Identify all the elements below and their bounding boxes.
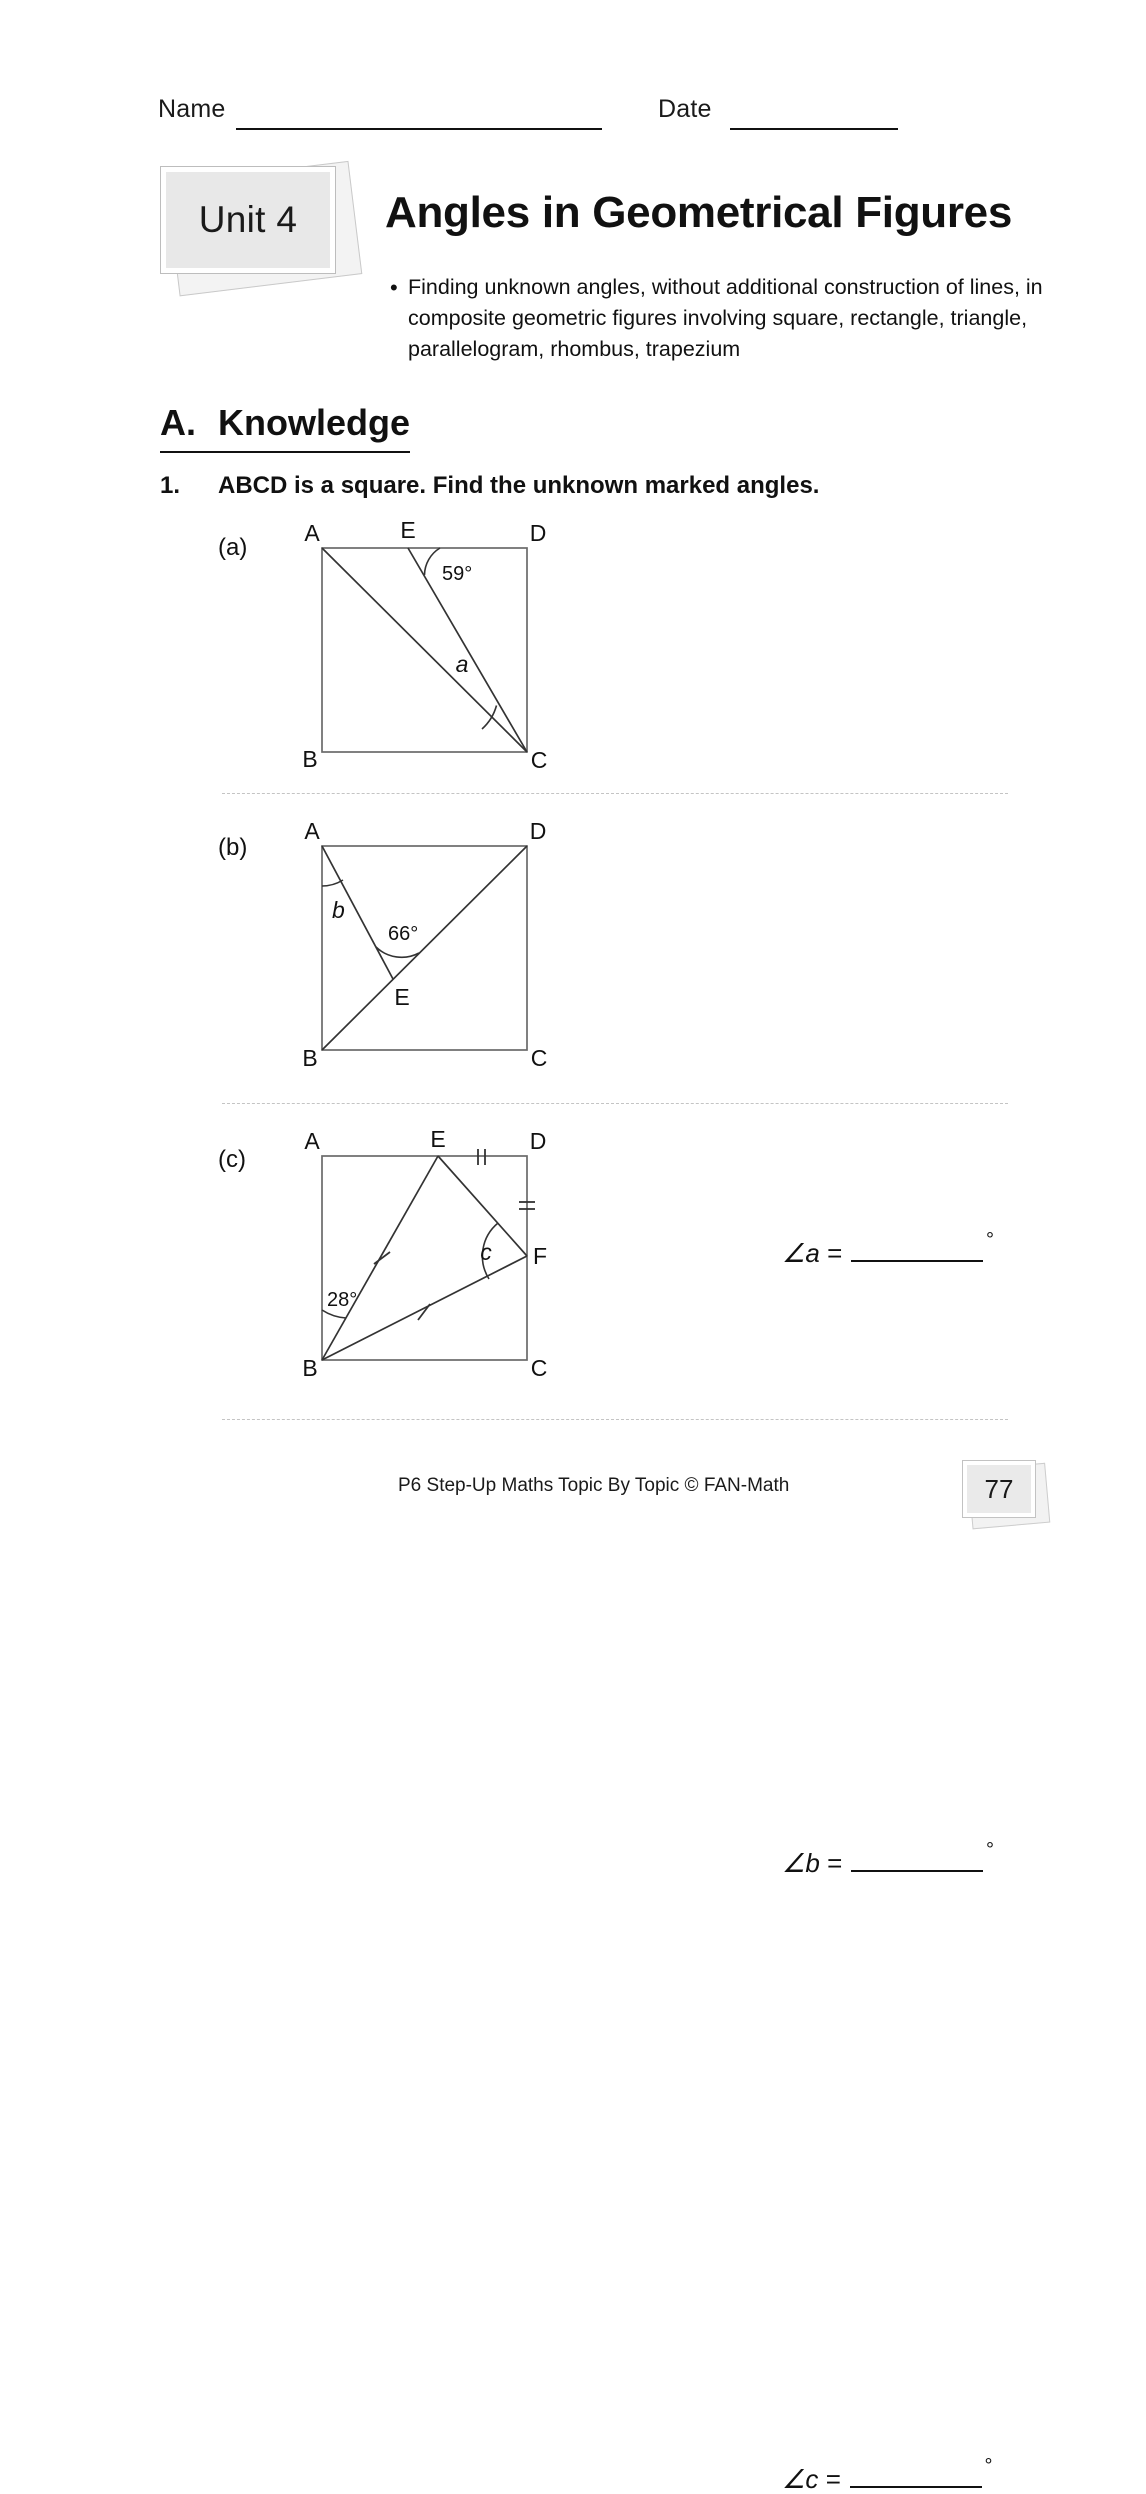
vertex-label-b-A: A xyxy=(304,818,320,844)
vertex-label-c-A: A xyxy=(304,1128,320,1154)
answer-b-input-blank[interactable] xyxy=(851,1870,983,1872)
section-title: Knowledge xyxy=(218,402,411,443)
answer-c-equals: = xyxy=(825,2464,841,2494)
date-label: Date xyxy=(658,95,712,123)
page-badge-card xyxy=(962,1460,1036,1518)
vertex-label-c-B: B xyxy=(302,1355,318,1381)
vertex-label-a-E: E xyxy=(400,518,416,543)
answer-c-input-blank[interactable] xyxy=(850,2486,982,2488)
vertex-label-b-B: B xyxy=(302,1045,318,1071)
given-angle-c: 28° xyxy=(327,1289,358,1311)
part-a-label: (a) xyxy=(218,534,248,561)
vertex-label-b-C: C xyxy=(530,1045,548,1071)
answer-c-variable: c xyxy=(805,2464,819,2494)
part-c-label: (c) xyxy=(218,1146,246,1173)
answer-b-variable: b xyxy=(805,1848,820,1878)
footer-credit: P6 Step-Up Maths Topic By Topic © FAN-Math xyxy=(398,1475,790,1496)
answer-b-angle-symbol: ∠ xyxy=(782,1848,806,1878)
page-number: 77 xyxy=(984,1473,1014,1504)
vertex-label-c-F: F xyxy=(532,1243,548,1269)
given-angle-a: 59° xyxy=(442,563,473,585)
unit-badge-inner xyxy=(166,172,330,268)
figure-c xyxy=(290,1128,620,1410)
answer-c-degree: ° xyxy=(984,2455,993,2477)
vertex-label-a-C: C xyxy=(530,747,548,773)
vertex-label-a-A: A xyxy=(304,520,320,546)
separator-3 xyxy=(222,1419,1008,1420)
figure-b xyxy=(290,818,620,1090)
figure-a xyxy=(290,518,620,788)
vertex-label-c-C: C xyxy=(530,1355,548,1381)
answer-line-b xyxy=(782,1839,994,1878)
question-1 xyxy=(160,472,819,500)
unit-badge-label: Unit 4 xyxy=(198,199,298,240)
part-b-label: (b) xyxy=(218,834,248,861)
objective-item xyxy=(390,272,1050,365)
answer-b-degree: ° xyxy=(985,1839,994,1861)
question-number: 1. xyxy=(160,472,181,499)
vertex-label-a-D: D xyxy=(529,520,547,546)
given-angle-b: 66° xyxy=(388,923,419,945)
vertex-label-c-E: E xyxy=(430,1128,446,1152)
answer-line-c xyxy=(782,2455,993,2494)
answer-a-angle-symbol: ∠ xyxy=(782,1238,806,1268)
name-write-line[interactable] xyxy=(236,128,602,130)
answer-b-equals: = xyxy=(826,1848,842,1878)
vertex-label-a-B: B xyxy=(302,746,318,772)
name-label: Name xyxy=(158,95,226,123)
answer-a-equals: = xyxy=(826,1238,842,1268)
vertex-label-b-D: D xyxy=(529,818,547,844)
unknown-angle-c: c xyxy=(480,1239,492,1265)
section-header xyxy=(160,402,410,453)
unit-badge-card xyxy=(160,166,336,274)
name-date-row xyxy=(158,95,1058,135)
bullet-icon: • xyxy=(390,275,398,300)
vertex-label-c-D: D xyxy=(529,1128,547,1154)
vertex-label-b-E: E xyxy=(394,984,410,1010)
answer-c-angle-symbol: ∠ xyxy=(782,2464,806,2494)
separator-2 xyxy=(222,1103,1008,1104)
unknown-angle-b: b xyxy=(332,897,345,923)
objective-text: Finding unknown angles, without additional construction of lines, in composite geometric figures involving square, rectangle, triangle, parallelogram, rhombus, trapezium xyxy=(408,275,1043,361)
answer-a-degree: ° xyxy=(985,1229,994,1251)
section-letter: A. xyxy=(160,402,196,443)
page-number-badge xyxy=(962,1460,1054,1532)
unit-badge xyxy=(160,166,375,296)
date-write-line[interactable] xyxy=(730,128,898,130)
page-title: Angles in Geometrical Figures xyxy=(385,188,1013,237)
objectives-list xyxy=(390,272,1050,365)
unknown-angle-a: a xyxy=(455,651,469,677)
question-text: ABCD is a square. Find the unknown marked angles. xyxy=(218,472,820,499)
answer-a-variable: a xyxy=(805,1238,820,1268)
separator-1 xyxy=(222,793,1008,794)
page-badge-inner xyxy=(967,1465,1031,1513)
